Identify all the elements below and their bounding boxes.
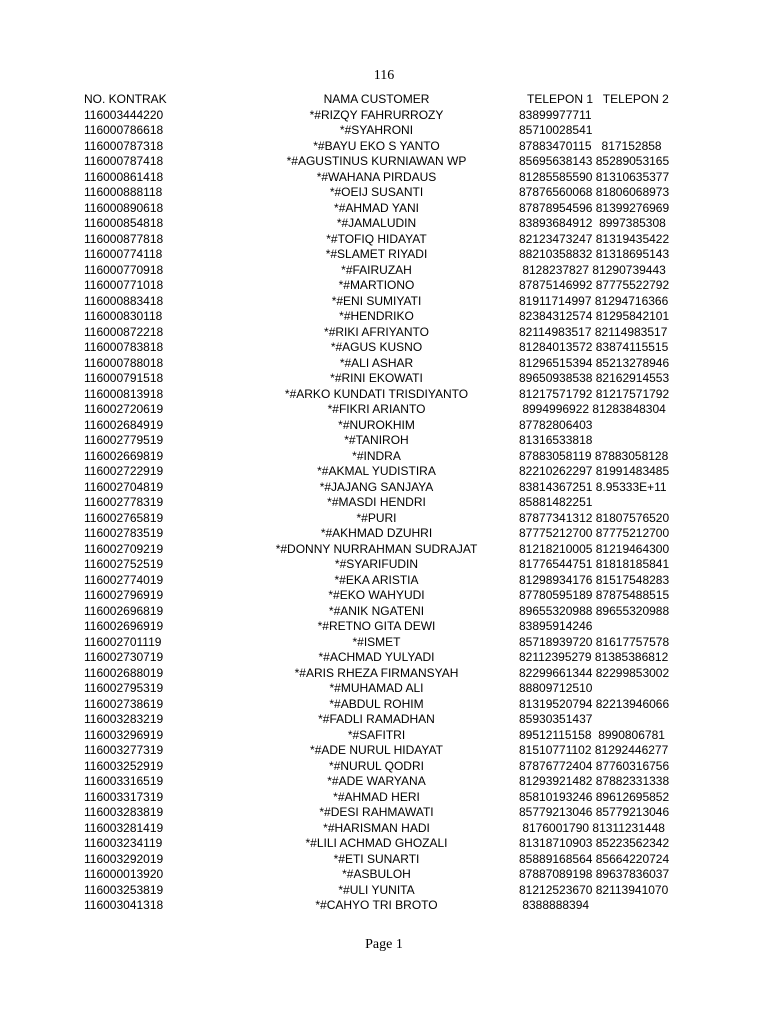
contract-number-cell: 116003283219: [84, 712, 164, 726]
customer-name-cell: *#ISMET: [352, 634, 401, 649]
table-row: [84, 650, 694, 666]
contract-number-cell: 116000877818: [84, 231, 164, 246]
customer-name-cell: *#NUROKHIM: [338, 417, 415, 432]
customer-name-cell: *#DONNY NURRAHMAN SUDRAJAT: [275, 541, 478, 556]
table-row: [84, 325, 694, 341]
phone-numbers-cell: 81296515394 85213278946: [519, 355, 670, 370]
table-row: [84, 154, 694, 170]
phone-numbers-cell: 82210262297 81991483485: [519, 464, 670, 478]
table-row: [84, 743, 694, 759]
customer-name-cell: *#ARKO KUNDATI TRISDIYANTO: [284, 386, 469, 401]
contract-number-cell: 116003296919: [84, 727, 164, 742]
table-row: [84, 542, 694, 558]
contract-number-cell: 116000774118: [84, 247, 163, 261]
contract-number-cell: 116003444220: [84, 107, 164, 122]
table-row: [84, 402, 694, 418]
table-row: [84, 340, 694, 356]
table-row: [84, 108, 694, 124]
customer-name-cell: *#AGUS KUSNO: [330, 340, 423, 354]
table-row: [84, 805, 694, 821]
table-row: [84, 852, 694, 868]
contract-number-cell: 116002795319: [84, 681, 164, 695]
customer-name-cell: *#INDRA: [352, 448, 401, 463]
phone-numbers-cell: 85930351437: [519, 712, 593, 726]
customer-name-cell: *#ABDUL ROHIM: [329, 696, 424, 711]
customer-name-cell: *#ASBULOH: [342, 867, 411, 881]
customer-name-cell: *#ARIS RHEZA FIRMANSYAH: [294, 665, 459, 680]
customer-name-cell: *#MARTIONO: [338, 278, 415, 292]
contract-number-cell: 116002688019: [84, 665, 164, 680]
table-row: [84, 216, 694, 232]
phone-numbers-cell: 87875146992 87775522792: [519, 278, 670, 292]
table-row: [84, 232, 694, 248]
phone-numbers-cell: 87878954596 81399276969: [519, 200, 670, 215]
contract-number-cell: 116002722919: [84, 464, 164, 478]
customer-name-cell: *#RIKI AFRIYANTO: [324, 324, 429, 339]
phone-numbers-cell: 82299661344 82299853002: [519, 665, 670, 680]
contract-number-cell: 116002696919: [84, 619, 164, 633]
contract-number-cell: 116003316519: [84, 774, 164, 788]
phone-numbers-cell: 81293921482 87882331338: [519, 774, 670, 788]
table-row: [84, 278, 694, 294]
phone-numbers-cell: 81316533818: [519, 433, 593, 447]
phone-numbers-cell: 81218210005 81219464300: [519, 541, 670, 556]
phone-numbers-cell: 8388888394: [519, 898, 590, 912]
phone-numbers-cell: 89512115158 8990806781: [519, 727, 665, 742]
customer-name-cell: *#ETI SUNARTI: [333, 851, 420, 866]
table-row: [84, 790, 694, 806]
customer-name-cell: *#BAYU EKO S YANTO: [313, 138, 440, 153]
contract-number-cell: 116000783818: [84, 340, 164, 354]
phone-numbers-cell: 83893684912 8997385308: [519, 216, 666, 230]
table-row: [84, 635, 694, 651]
table-row: [84, 480, 694, 496]
customer-name-cell: *#ENI SUMIYATI: [331, 293, 422, 308]
customer-name-cell: *#AHMAD HERI: [333, 789, 420, 804]
phone-numbers-cell: 82114983517 82114983517: [519, 324, 668, 339]
contract-number-cell: 116002730719: [84, 650, 164, 664]
customer-name-cell: *#ADE NURUL HIDAYAT: [310, 743, 443, 757]
customer-name-cell: *#RINI EKOWATI: [330, 371, 423, 385]
table-row: [84, 263, 694, 279]
contract-number-cell: 116000788018: [84, 355, 164, 370]
contract-number-cell: 116003234119: [84, 836, 163, 850]
phone-numbers-cell: 87780595189 87875488515: [519, 588, 670, 602]
customer-name-cell: *#AKHMAD DZUHRI: [320, 526, 433, 540]
phone-numbers-cell: 81318710903 85223562342: [519, 836, 670, 850]
phone-numbers-cell: 85881482251: [519, 495, 593, 509]
phone-numbers-cell: 83899977711: [519, 107, 592, 122]
contract-number-cell: 116000890618: [84, 200, 164, 215]
phone-numbers-cell: 81776544751 81818185841: [519, 557, 670, 571]
customer-name-cell: *#MASDI HENDRI: [327, 495, 426, 509]
phone-numbers-cell: 81298934176 81517548283: [519, 572, 670, 587]
table-row: [84, 867, 694, 883]
phone-numbers-cell: 87876772404 87760316756: [519, 758, 670, 773]
phone-numbers-cell: 87883470115 817152858: [519, 138, 662, 153]
customer-name-cell: *#AGUSTINUS KURNIAWAN WP: [286, 154, 467, 168]
contract-number-cell: 116000883418: [84, 293, 164, 308]
customer-name-cell: *#SYAHRONI: [339, 123, 414, 137]
phone-numbers-cell: 85779213046 85779213046: [519, 805, 670, 819]
contract-number-cell: 116003253819: [84, 882, 164, 897]
customer-name-cell: *#AHMAD YANI: [334, 200, 419, 215]
contract-number-cell: 116002704819: [84, 479, 164, 494]
contract-number-cell: 116000888118: [84, 185, 163, 199]
customer-name-cell: *#SLAMET RIYADI: [325, 247, 428, 261]
table-row: [84, 681, 694, 697]
page-footer: Page 1: [365, 937, 403, 952]
contract-number-cell: 116003252919: [84, 758, 164, 773]
table-row: [84, 139, 694, 155]
phone-numbers-cell: 85695638143 85289053165: [519, 154, 670, 168]
table-row: [84, 464, 694, 480]
contract-number-cell: 116003317319: [84, 789, 164, 804]
customer-name-cell: *#TANIROH: [344, 433, 409, 447]
phone-numbers-cell: 85810193246 89612695852: [519, 789, 670, 804]
customer-name-cell: *#SYARIFUDIN: [334, 557, 419, 571]
phone-numbers-cell: 81217571792 81217571792: [519, 386, 670, 401]
contract-number-cell: 116002709219: [84, 541, 164, 556]
contract-number-cell: 116003292019: [84, 851, 164, 866]
phone-numbers-cell: 81212523670 82113941070: [519, 882, 669, 897]
contract-number-cell: 116002774019: [84, 572, 164, 587]
customer-name-cell: *#HARISMAN HADI: [323, 820, 430, 835]
contract-number-cell: 116000787418: [84, 154, 164, 168]
contract-number-cell: 116002765819: [84, 510, 164, 525]
contract-number-cell: 116002738619: [84, 696, 164, 711]
customer-name-cell: *#DESI RAHMAWATI: [319, 805, 434, 819]
contract-number-cell: 116000830118: [84, 309, 163, 323]
customer-name-cell: *#NURUL QODRI: [329, 758, 424, 773]
phone-numbers-cell: 87887089198 89637836037: [519, 867, 670, 881]
customer-name-cell: *#ACHMAD YULYADI: [318, 650, 435, 664]
customer-table: [84, 92, 694, 914]
table-row: [84, 588, 694, 604]
table-row: [84, 697, 694, 713]
customer-name-cell: *#EKA ARISTIA: [334, 572, 419, 587]
table-row: [84, 774, 694, 790]
header-no-kontrak: NO. KONTRAK: [84, 92, 167, 106]
phone-numbers-cell: 83814367251 8.95333E+11: [519, 479, 667, 494]
phone-numbers-cell: 8128237827 81290739443: [519, 262, 666, 277]
table-row: [84, 495, 694, 511]
contract-number-cell: 116002796919: [84, 588, 164, 602]
table-row: [84, 759, 694, 775]
customer-name-cell: *#AKMAL YUDISTIRA: [317, 464, 436, 478]
phone-numbers-cell: 81284013572 83874115515: [519, 340, 669, 354]
customer-name-cell: *#TOFIQ HIDAYAT: [326, 231, 427, 246]
contract-number-cell: 116002783519: [84, 526, 164, 540]
table-row: [84, 170, 694, 186]
customer-name-cell: *#RETNO GITA DEWI: [317, 619, 436, 633]
customer-name-cell: *#JAJANG SANJAYA: [319, 479, 434, 494]
table-row: [84, 309, 694, 325]
phone-numbers-cell: 81285585590 81310635377: [519, 169, 670, 184]
phone-numbers-cell: 87782806403: [519, 417, 593, 432]
contract-number-cell: 116002701119: [84, 634, 162, 649]
phone-numbers-cell: 81911714997 81294716366: [519, 293, 669, 308]
customer-name-cell: *#LILI ACHMAD GHOZALI: [305, 836, 448, 850]
customer-name-cell: *#FADLI RAMADHAN: [318, 712, 435, 726]
contract-number-cell: 116000861418: [84, 169, 164, 184]
contract-number-cell: 116002779519: [84, 433, 164, 447]
table-row: [84, 433, 694, 449]
phone-numbers-cell: 81510771102 81292446277: [519, 743, 669, 757]
table-row: [84, 123, 694, 139]
customer-name-cell: *#ALI ASHAR: [339, 355, 414, 370]
table-row: [84, 371, 694, 387]
customer-name-cell: *#ADE WARYANA: [327, 774, 426, 788]
phone-numbers-cell: 83895914246: [519, 619, 593, 633]
phone-numbers-cell: 85889168564 85664220724: [519, 851, 670, 866]
phone-numbers-cell: 81319520794 82213946066: [519, 696, 670, 711]
table-row: [84, 836, 694, 852]
contract-number-cell: 116003281419: [84, 820, 164, 835]
contract-number-cell: 116003277319: [84, 743, 164, 757]
table-body: [84, 108, 694, 914]
contract-number-cell: 116003041318: [84, 898, 164, 912]
phone-numbers-cell: 88210358832 81318695143: [519, 247, 670, 261]
contract-number-cell: 116000854818: [84, 216, 164, 230]
phone-numbers-cell: 89655320988 89655320988: [519, 603, 670, 618]
customer-name-cell: *#RIZQY FAHRURROZY: [309, 107, 444, 122]
customer-name-cell: *#EKO WAHYUDI: [328, 588, 425, 602]
table-row: [84, 356, 694, 372]
customer-name-cell: *#FAIRUZAH: [341, 262, 412, 277]
table-row: [84, 619, 694, 635]
table-row: [84, 294, 694, 310]
phone-numbers-cell: 85718939720 81617757578: [519, 634, 670, 649]
contract-number-cell: 116000771018: [84, 278, 164, 292]
phone-numbers-cell: 87883058119 87883058128: [519, 448, 669, 463]
contract-number-cell: 116000786618: [84, 123, 164, 137]
phone-numbers-cell: 89650938538 82162914553: [519, 371, 670, 385]
phone-numbers-cell: 87775212700 87775212700: [519, 526, 670, 540]
contract-number-cell: 116002696819: [84, 603, 164, 618]
table-header-row: [84, 92, 694, 108]
contract-number-cell: 116003283819: [84, 805, 164, 819]
customer-name-cell: *#FIKRI ARIANTO: [327, 402, 426, 416]
phone-numbers-cell: 82123473247 81319435422: [519, 231, 670, 246]
table-row: [84, 247, 694, 263]
table-row: [84, 728, 694, 744]
phone-numbers-cell: 82384312574 81295842101: [519, 309, 670, 323]
contract-number-cell: 116000013920: [84, 867, 164, 881]
customer-name-cell: *#ULI YUNITA: [338, 882, 415, 897]
customer-name-cell: *#SAFITRI: [347, 727, 406, 742]
customer-name-cell: *#JAMALUDIN: [336, 216, 417, 230]
customer-name-cell: *#HENDRIKO: [339, 309, 414, 323]
customer-name-cell: *#WAHANA PIRDAUS: [316, 169, 437, 184]
customer-name-cell: *#ANIK NGATENI: [328, 603, 425, 618]
contract-number-cell: 116000791518: [84, 371, 164, 385]
contract-number-cell: 116002669819: [84, 448, 164, 463]
customer-name-cell: *#MUHAMAD ALI: [329, 681, 424, 695]
phone-numbers-cell: 87877341312 81807576520: [519, 510, 670, 525]
contract-number-cell: 116000787318: [84, 138, 164, 153]
table-row: [84, 418, 694, 434]
phone-numbers-cell: 8994996922 81283848304: [519, 402, 666, 416]
table-row: [84, 511, 694, 527]
table-row: [84, 898, 694, 914]
table-row: [84, 604, 694, 620]
table-row: [84, 449, 694, 465]
customer-name-cell: *#PURI: [356, 510, 397, 525]
table-row: [84, 883, 694, 899]
header-telepon: TELEPON 1 TELEPON 2: [527, 92, 669, 106]
phone-numbers-cell: 87876560068 81806068973: [519, 185, 670, 199]
phone-numbers-cell: 82112395279 81385386812: [519, 650, 669, 664]
phone-numbers-cell: 8176001790 81311231448: [519, 820, 665, 835]
table-row: [84, 387, 694, 403]
table-row: [84, 201, 694, 217]
page-number-top: 116: [373, 68, 395, 83]
table-row: [84, 185, 694, 201]
contract-number-cell: 116002684919: [84, 417, 164, 432]
table-row: [84, 821, 694, 837]
phone-numbers-cell: 85710028541: [519, 123, 593, 137]
contract-number-cell: 116000872218: [84, 324, 164, 339]
phone-numbers-cell: 88809712510: [519, 681, 593, 695]
customer-name-cell: *#CAHYO TRI BROTO: [315, 898, 438, 912]
contract-number-cell: 116002778319: [84, 495, 164, 509]
table-row: [84, 526, 694, 542]
table-row: [84, 557, 694, 573]
header-nama-customer: NAMA CUSTOMER: [323, 92, 430, 106]
contract-number-cell: 116000813918: [84, 386, 164, 401]
contract-number-cell: 116000770918: [84, 262, 164, 277]
customer-name-cell: *#OEIJ SUSANTI: [329, 185, 424, 199]
table-row: [84, 573, 694, 589]
table-row: [84, 712, 694, 728]
contract-number-cell: 116002720619: [84, 402, 164, 416]
table-row: [84, 666, 694, 682]
contract-number-cell: 116002752519: [84, 557, 164, 571]
